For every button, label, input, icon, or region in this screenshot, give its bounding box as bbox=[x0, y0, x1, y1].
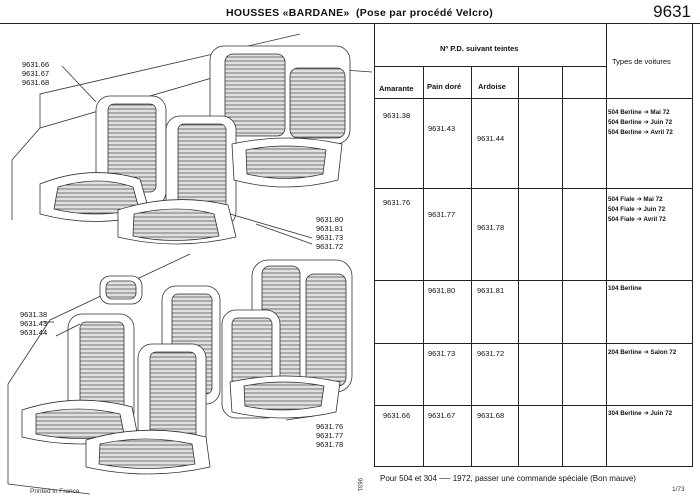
page-subtitle: (Pose par procédé Velcro) bbox=[355, 7, 494, 19]
ref-number: 9631.67 bbox=[22, 69, 50, 78]
ref-number: 9631.76 bbox=[316, 422, 344, 431]
vehicle-type: 504 Fiale ➔ Avril 72 bbox=[608, 216, 666, 223]
pain-dore-cell: 9631.73 bbox=[428, 349, 456, 358]
ardoise-cell: 9631.72 bbox=[477, 349, 505, 358]
vehicle-type-list bbox=[608, 195, 666, 225]
page-title: HOUSSES «BARDANE» (Pose par procédé Velcro) bbox=[226, 7, 494, 19]
ref-number: 9631.73 bbox=[316, 233, 344, 242]
ardoise-cell: 9631.44 bbox=[477, 134, 505, 143]
ref-number: 9631.43 bbox=[20, 319, 48, 328]
vehicle-type: 104 Berline bbox=[608, 285, 642, 292]
column-header-amarante: Amarante bbox=[379, 84, 414, 93]
page-code: 9631 bbox=[653, 2, 691, 21]
pain-dore-cell: 9631.77 bbox=[428, 210, 456, 219]
vehicle-type: 504 Fiale ➔ Juin 72 bbox=[608, 206, 666, 213]
amarante-cell: 9631.66 bbox=[383, 411, 411, 420]
footer-note: Pour 504 et 304 ── 1972, passer une commande spéciale (Bon mauve) bbox=[380, 474, 636, 483]
types-header: Types de voitures bbox=[612, 57, 671, 66]
ref-number: 9631.72 bbox=[316, 242, 344, 251]
ref-number: 9631.80 bbox=[316, 215, 344, 224]
column-header-ardoise: Ardoise bbox=[478, 82, 506, 91]
side-code: 9631 bbox=[356, 478, 362, 492]
ref-group-top-left bbox=[22, 60, 49, 87]
ref-number: 9631.81 bbox=[316, 224, 344, 233]
column-header-pain-dore: Pain doré bbox=[427, 82, 462, 91]
ref-group-bottom-right bbox=[316, 422, 343, 449]
vehicle-type: 504 Fiale ➔ Mai 72 bbox=[608, 196, 663, 203]
vehicle-type-list bbox=[608, 108, 673, 138]
ardoise-cell: 9631.68 bbox=[477, 411, 505, 420]
printed-in-france: Printed in France bbox=[30, 488, 80, 495]
pain-dore-cell: 9631.43 bbox=[428, 124, 456, 133]
amarante-cell: 9631.76 bbox=[383, 198, 411, 207]
amarante-cell: 9631.38 bbox=[383, 111, 411, 120]
ref-number: 9631.38 bbox=[20, 310, 48, 319]
vehicle-type: 304 Berline ➔ Juin 72 bbox=[608, 410, 673, 417]
ref-number: 9631.68 bbox=[22, 78, 50, 87]
ref-group-top-right bbox=[316, 215, 343, 251]
vehicle-type: 504 Berline ➔ Avril 72 bbox=[608, 129, 673, 136]
ref-group-bottom-left bbox=[20, 310, 47, 337]
ardoise-cell: 9631.78 bbox=[477, 223, 505, 232]
pain-dore-cell: 9631.80 bbox=[428, 286, 456, 295]
pain-dore-cell: 9631.67 bbox=[428, 411, 456, 420]
header-span: Nº P.D. suivant teintes bbox=[440, 44, 519, 53]
vehicle-type: 504 Berline ➔ Juin 72 bbox=[608, 119, 673, 126]
ref-number: 9631.78 bbox=[316, 440, 344, 449]
ref-number: 9631.77 bbox=[316, 431, 344, 440]
ardoise-cell: 9631.81 bbox=[477, 286, 505, 295]
vehicle-type: 504 Berline ➔ Mai 72 bbox=[608, 109, 670, 116]
ref-number: 9631.66 bbox=[22, 60, 50, 69]
vehicle-type: 204 Berline ➔ Salon 72 bbox=[608, 349, 677, 356]
ref-number: 9631.44 bbox=[20, 328, 48, 337]
page-ref: 1/73 bbox=[672, 486, 685, 493]
